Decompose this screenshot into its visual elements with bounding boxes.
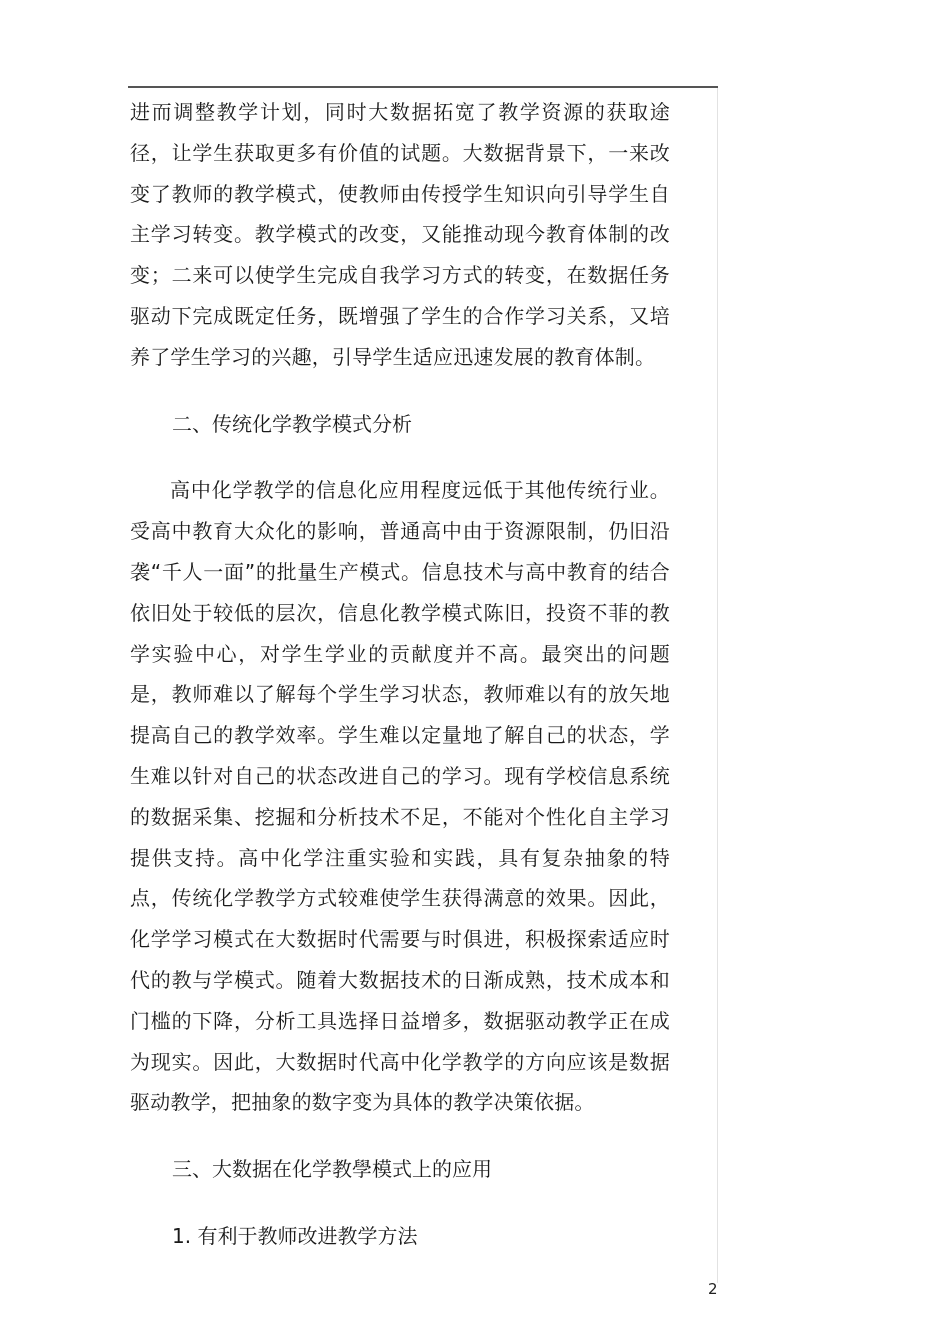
page-number: 2: [708, 1280, 718, 1298]
spacer: [130, 1190, 670, 1216]
section-heading-3: 三、大数据在化学教學模式上的应用: [172, 1157, 492, 1182]
section-heading-2: 二、传统化学教学模式分析: [172, 411, 412, 436]
subsection-heading-3-1: 1. 有利于教师改进教学方法: [172, 1223, 418, 1248]
paragraph-1: 进而调整教学计划，同时大数据拓宽了教学资源的获取途径，让学生获取更多有价值的试题。大数据背景下，一来改变了教师的教学模式，使教师由传授学生知识向引导学生自主学习转变。教学模式的改变，又能推动现今教育体制的改变；二来可以使学生完成自我学习方式的转变，在数据任务驱动下完成既定任务，既增强了学生的合作学习关系，又培养了学生学习的兴趣，引导学生适应迅速发展的教育体制。: [130, 100, 670, 369]
paragraph-2: 高中化学教学的信息化应用程度远低于其他传统行业。受高中教育大众化的影响，普通高中由于资源限制，仍旧沿袭“千人一面”的批量生产模式。信息技术与高中教育的结合依旧处于较低的层次，信息化教学模式陈旧，投资不菲的教学实验中心，对学生学业的贡献度并不高。最突出的问题是，教师难以了解每个学生学习状态，教师难以有的放矢地提高自己的教学效率。学生难以定量地了解自己的状态，学生难以针对自己的状态改进自己的学习。现有学校信息系统的数据采集、挖掘和分析技术不足，不能对个性化自主学习提供支持。高中化学注重实验和实践，具有复杂抽象的特点，传统化学教学方式较难使学生获得满意的效果。因此，化学学习模式在大数据时代需要与时俱进，积极探索适应时代的教与学模式。随着大数据技术的日渐成熟，技术成本和门槛的下降，分析工具选择日益增多，数据驱动教学正在成为现实。因此，大数据时代高中化学教学的方向应该是数据驱动教学，把抽象的数字变为具体的教学决策依据。: [130, 478, 670, 1115]
document-body: [130, 92, 670, 1257]
spacer: [130, 444, 670, 470]
page-edge-rule: [717, 88, 718, 1283]
spacer: [130, 378, 670, 404]
spacer: [130, 1123, 670, 1149]
header-rule: [128, 86, 718, 88]
